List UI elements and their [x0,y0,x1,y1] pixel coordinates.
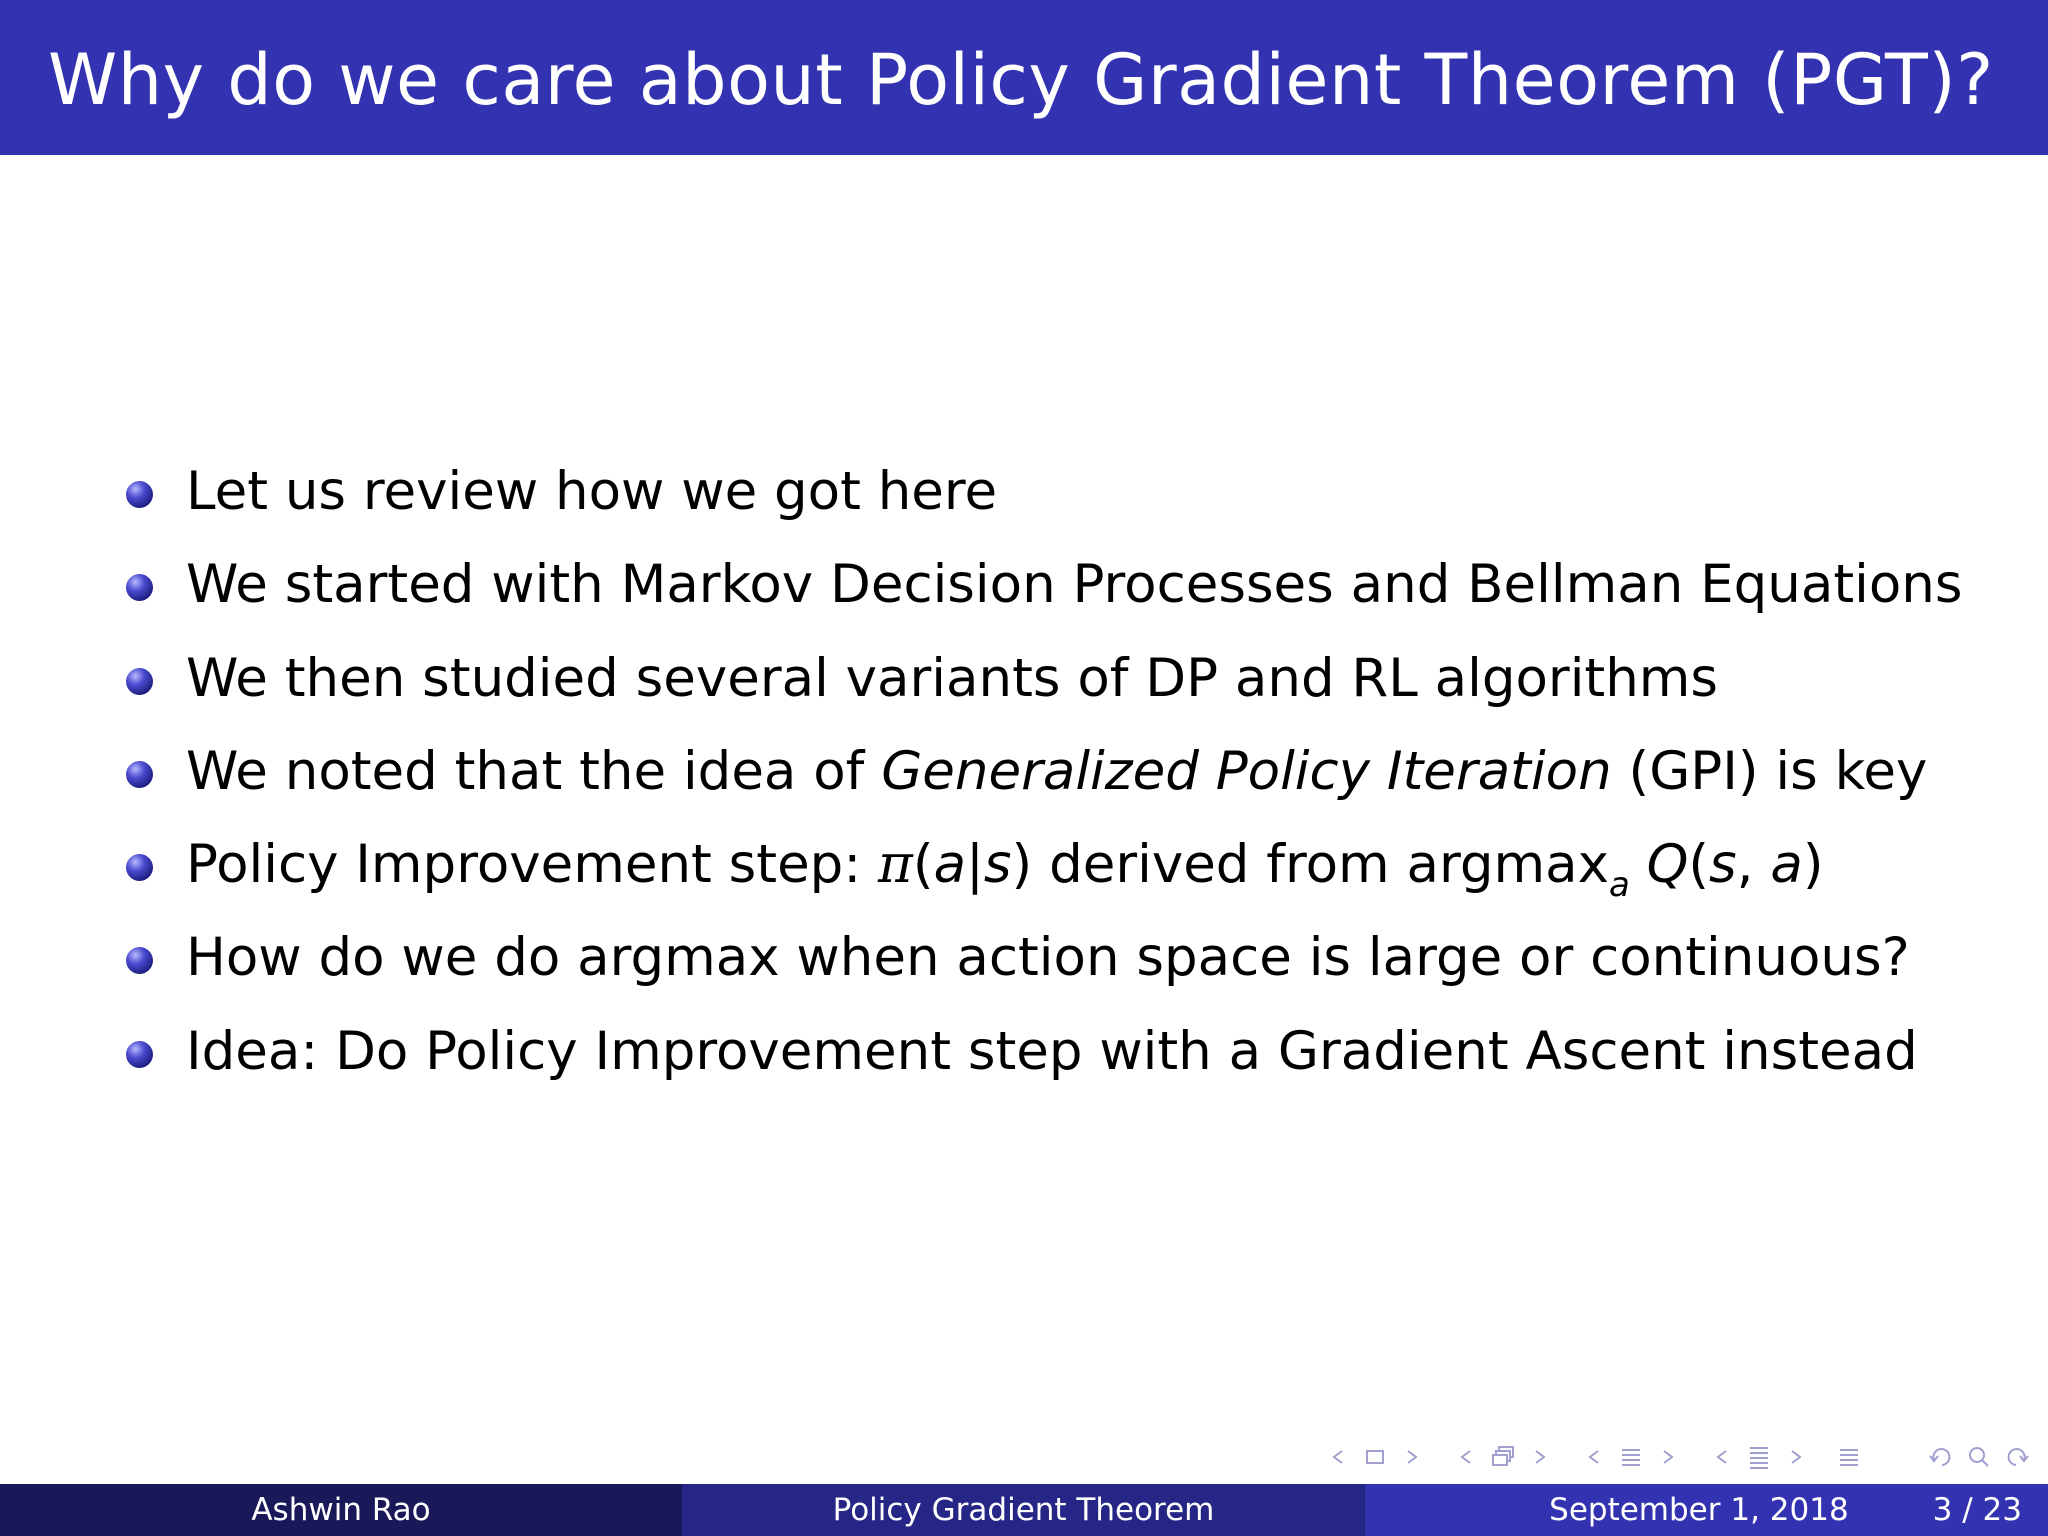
bullet-item [126,545,1962,638]
bullet-icon [126,1041,153,1068]
section-icon[interactable] [1612,1438,1650,1476]
math-var: a [933,834,967,896]
bullet-item [126,825,1962,918]
prev-slide-icon[interactable] [1702,1438,1740,1476]
slide-icon[interactable] [1740,1438,1778,1476]
math-paren: ) [1011,834,1033,896]
frame-icon[interactable] [1356,1438,1394,1476]
bullet-icon [126,668,153,695]
search-icon[interactable] [1960,1438,1998,1476]
beamer-nav-bar [1318,1437,2048,1477]
math-bar: | [966,834,984,896]
bullet-text: Idea: Do Policy Improvement step with a Gradient Ascent instead [186,1020,1918,1082]
footer-talk-title: Policy Gradient Theorem [832,1492,1215,1528]
bullet-item [126,1012,1962,1105]
undo-icon[interactable] [1922,1438,1960,1476]
bullet-item [126,452,1962,545]
bullet-text-pre: Policy Improvement step: [186,834,879,896]
footer-page-number: 3 / 23 [1932,1492,2022,1528]
prev-subsection-icon[interactable] [1446,1438,1484,1476]
math-var: s [983,834,1012,896]
footer-title-section [682,1484,1365,1536]
math-subscript: a [1608,865,1630,906]
footer-date-section [1365,1484,2048,1536]
bullet-icon [126,761,153,788]
bullet-text-post: (GPI) is key [1611,740,1928,802]
prev-section-icon[interactable] [1574,1438,1612,1476]
math-var: a [1770,834,1803,896]
footer-author-section [0,1484,682,1536]
next-slide-icon[interactable] [1778,1438,1816,1476]
next-section-icon[interactable] [1650,1438,1688,1476]
bullet-text: How do we do argmax when action space is large or continuous? [186,927,1910,989]
bullet-icon [126,574,153,601]
math-paren: ) [1802,834,1824,896]
bullet-text: We then studied several variants of DP and RL algorithms [186,647,1719,709]
footer-author: Ashwin Rao [251,1492,431,1528]
bullet-text: Let us review how we got here [186,461,998,522]
footer-date: September 1, 2018 [1549,1492,1849,1528]
math-comma: , [1736,834,1771,896]
prev-frame-icon[interactable] [1318,1438,1356,1476]
subsection-icon[interactable] [1484,1438,1522,1476]
math-paren: ( [1688,834,1710,896]
next-subsection-icon[interactable] [1522,1438,1560,1476]
bullet-text-mid: derived from argmax [1032,834,1609,896]
math-var: s [1709,834,1737,896]
next-frame-icon[interactable] [1394,1438,1432,1476]
bullet-icon [126,854,153,881]
bullet-list [126,452,1962,1105]
redo-icon[interactable] [1998,1438,2036,1476]
footer [0,1484,2048,1536]
bullet-item [126,918,1962,1011]
title-bar [0,0,2048,155]
bullet-icon [126,481,153,508]
bullet-icon [126,947,153,974]
bullet-item [126,639,1962,732]
math-var: Q [1629,834,1689,896]
toc-icon[interactable] [1830,1438,1868,1476]
bullet-text: We started with Markov Decision Processes and Bellman Equations [186,554,1963,616]
slide-title: Why do we care about Policy Gradient Theorem (PGT)? [48,39,1994,121]
bullet-item [126,732,1962,825]
gpi-italic-term: Generalized Policy Iteration [881,740,1612,802]
math-paren: ( [912,834,934,896]
bullet-text-pre: We noted that the idea of [186,740,882,802]
math-pi: π [878,834,913,896]
